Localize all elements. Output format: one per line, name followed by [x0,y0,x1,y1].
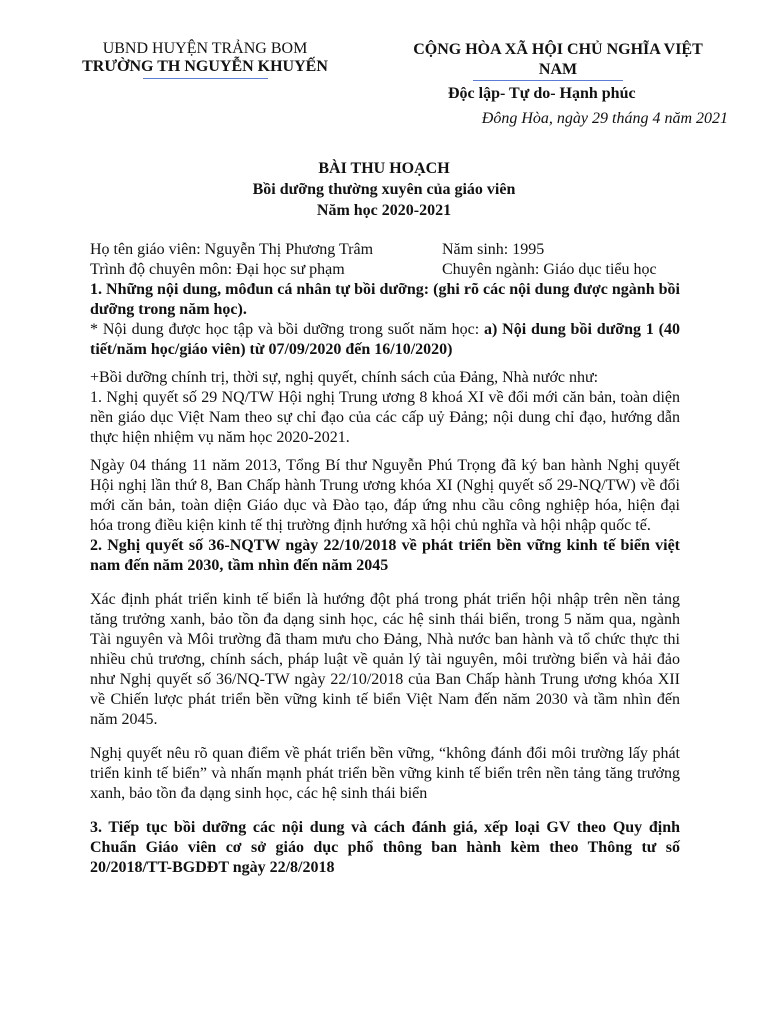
teacher-major: Chuyên ngành: Giáo dục tiểu học [442,261,657,278]
issuer-underline [143,78,268,79]
teacher-qualification: Trình độ chuyên môn: Đại học sư phạm [90,261,345,278]
info-row-1 [90,240,680,260]
politics-line: +Bồi dưỡng chính trị, thời sự, nghị quyết, chính sách của Đảng, Nhà nước như: [90,369,599,386]
section-1-heading: 1. Những nội dung, môđun cá nhân tự bồi dưỡng: (ghi rõ các nội dung được ngành bồi dưỡng trong năm học). [90,281,680,318]
item-2: 2. Nghị quyết số 36-NQTW ngày 22/10/2018 về phát triển bền vững kinh tế biển việt nam đến năm 2030, tầm nhìn đến năm 2045 [90,537,680,574]
teacher-name: Họ tên giáo viên: Nguyễn Thị Phương Trâm [90,241,374,258]
title-line3: Năm học 2020-2021 [316,202,452,219]
paragraph-1: Ngày 04 tháng 11 năm 2013, Tổng Bí thư Nguyễn Phú Trọng đã ký ban hành Nghị quyết Hội nghị lần thứ 8, Ban Chấp hành Trung ương khóa XI (Nghị quyết số 29-NQ/TW) về đổi mới căn bản, toàn diện Giáo dục và Đào tạo, đáp ứng nhu cầu công nghiệp hóa, hiện đại hóa trong điều kiện kinh tế thị trường định hướng xã hội chủ nghĩa và hội nhập quốc tế. [90,457,680,534]
national-underline [473,80,623,81]
item-1: 1. Nghị quyết số 29 NQ/TW Hội nghị Trung ương 8 khoá XI về đổi mới căn bản, toàn diện nền giáo dục Việt Nam theo sự chỉ đạo của các cấp uỷ Đảng; nội dung chỉ đạo, hướng dẫn thực hiện nhiệm vụ năm học 2020-2021. [90,389,680,446]
paragraph-2: Xác định phát triển kinh tế biển là hướng đột phá trong phát triển hội nhập trên nền tảng tăng trưởng xanh, bảo tồn đa dạng sinh học, các hệ sinh thái biển, trong 5 năm qua, ngành Tài nguyên và Môi trường đã tham mưu cho Đảng, Nhà nước ban hành và tổ chức thực thi nhiều chủ trương, chính sách, pháp luật về quản lý tài nguyên, môi trường biển và hải đảo như Nghị quyết số 36/NQ-TW ngày 22/10/2018 của Ban Chấp hành Trung ương khóa XII về Chiến lược phát triển bền vững kinh tế biển Việt Nam đến năm 2030 và tầm nhìn đến năm 2045. [90,591,680,728]
intro-bold-text: a) Nội dung bồi dưỡng 1 (40 tiết/năm học/giáo viên) từ 07/09/2020 đến 16/10/2020) [90,321,681,358]
title-line2: Bồi dưỡng thường xuyên của giáo viên [252,181,516,198]
intro-plain-text: * Nội dung được học tập và bồi dưỡng trong suốt năm học: [90,321,485,338]
national-name-line2: NAM [538,61,578,78]
national-heading [388,40,728,103]
teacher-birth-year: Năm sinh: 1995 [442,241,545,258]
intro-paragraph [90,320,680,360]
document-title [0,158,768,221]
info-row-2 [90,260,680,280]
document-body [90,240,680,878]
document-date: Đông Hòa, ngày 29 tháng 4 năm 2021 [481,110,728,127]
item-3: 3. Tiếp tục bồi dưỡng các nội dung và cách đánh giá, xếp loại GV theo Quy định Chuẩn Giáo viên cơ sở giáo dục phổ thông ban hành kèm theo Thông tư số 20/2018/TT-BGDĐT ngày 22/8/2018 [90,819,680,876]
paragraph-3: Nghị quyết nêu rõ quan điểm về phát triển bền vững, “không đánh đổi môi trường lấy phát triển kinh tế biển” và nhấn mạnh phát triển bền vững kinh tế biển trên nền tảng tăng trưởng xanh, bảo tồn đa dạng sinh học, các hệ sinh thái biển [90,745,680,802]
issuer-school: TRƯỜNG TH NGUYỄN KHUYẾN [82,58,328,75]
issuer-block [60,40,350,79]
issuer-district: UBND HUYỆN TRẢNG BOM [102,40,308,57]
title-line1: BÀI THU HOẠCH [318,160,450,177]
national-name-line1: CỘNG HÒA XÃ HỘI CHỦ NGHĨA VIỆT [413,41,703,58]
national-motto: Độc lập- Tự do- Hạnh phúc [448,85,636,102]
